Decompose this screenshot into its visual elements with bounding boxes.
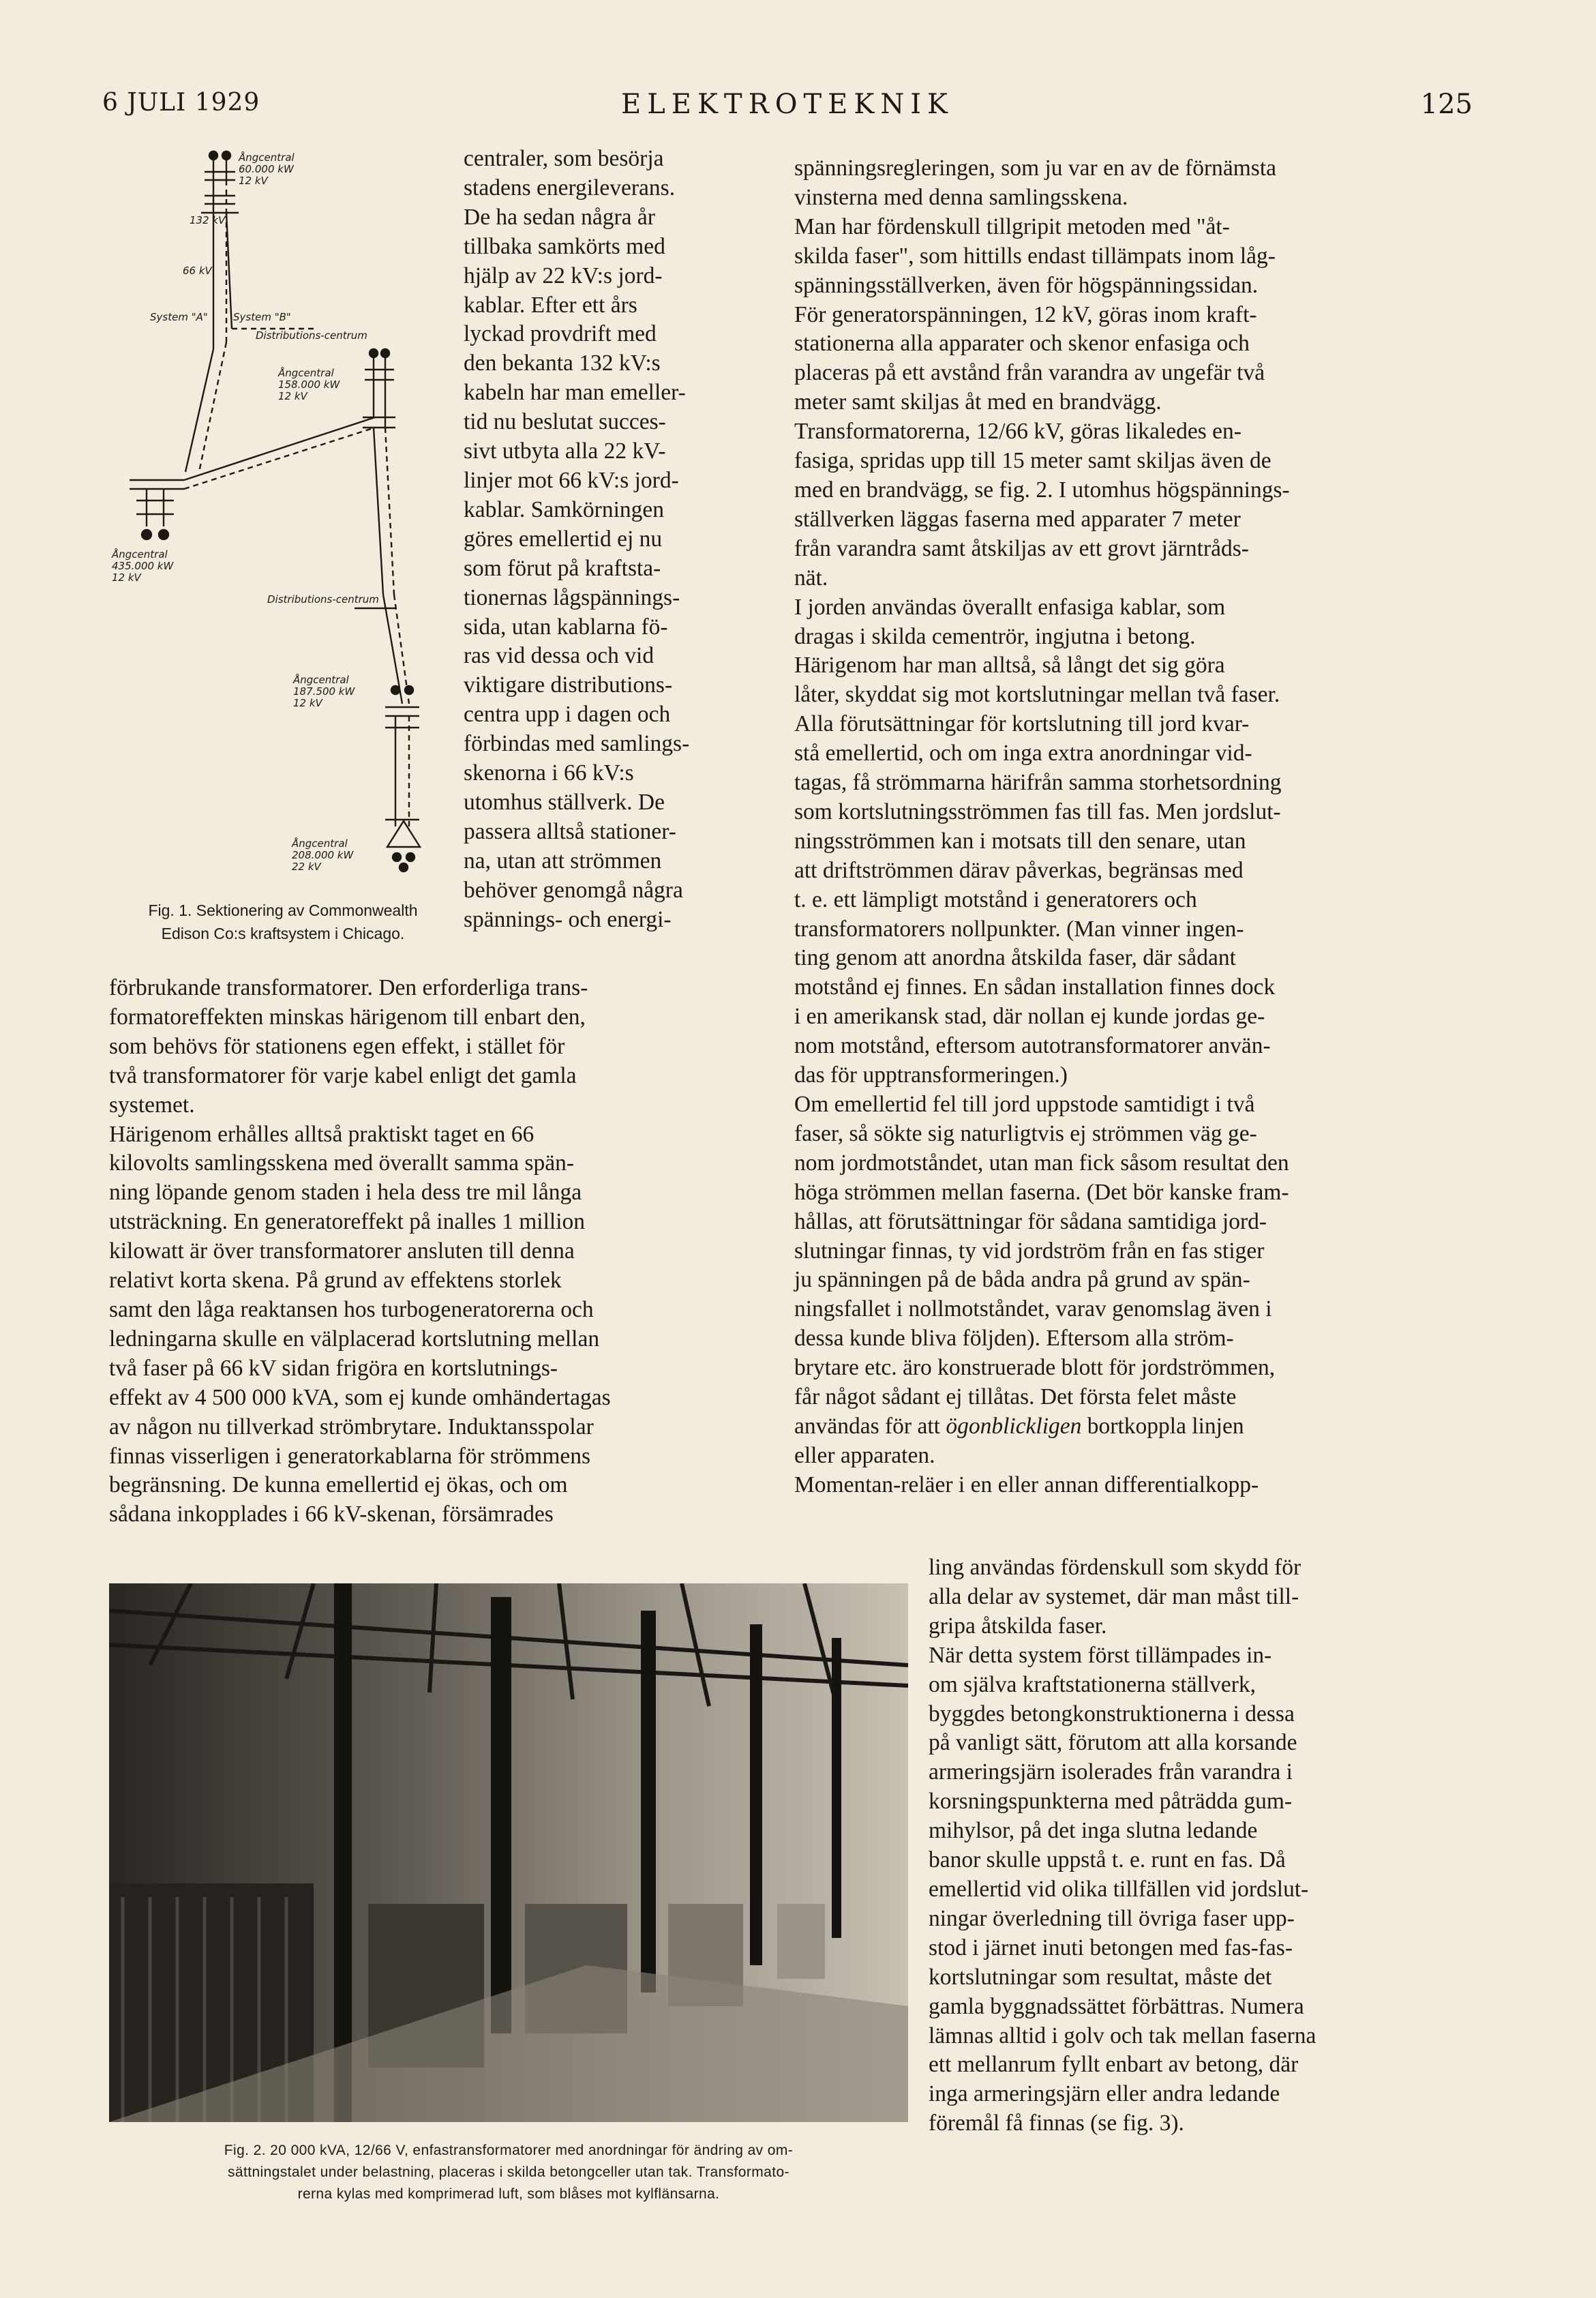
- issue-date: 6 JULI 1929: [102, 89, 260, 117]
- label-system-b: System "B": [233, 311, 291, 323]
- label-distribution-top: Distributions-centrum: [256, 329, 367, 342]
- left-column-text: förbrukande transformatorer. Den erforderliga trans- formatoreffekten minskas härigenom till enbart den, som behövs för stationens egen effekt, i stället för två transformatorer för varje kabel enligt det gamla systemet. Härigenom erhålles alltså praktiskt taget en 66 kilovolts samlingsskena med överallt samma spän- ning löpande genom staden i hela dess tre mil långa utsträckning. En generatoreffekt på inalles 1 million kilowatt är över transformatorer ansluten till denna relativt korta skena. På grund av effektens storlek samt den låga reaktansen hos turbogeneratorerna och ledningarna skulle en välplacerad kortslutning mellan två faser på 66 kV sidan frigöra en kortslutnings- effekt av 4 500 000 kVA, som ej kunde omhändertagas av någon nu tillverkad strömbrytare. Induktansspolar finnas visserligen i generatorkablarna för strömmens begränsning. De kunna emellertid ej ökas, och om sådana inkopplades i 66 kV-skenan, försämrades: [109, 975, 611, 1527]
- label-132kv: 132 kV: [190, 214, 226, 226]
- label-station-bottom: Ångcentral 208.000 kW 22 kV: [292, 837, 354, 873]
- journal-title: ELEKTROTEKNIK: [621, 89, 954, 120]
- label-66kv: 66 kV: [183, 265, 212, 277]
- label-system-a: System "A": [150, 311, 208, 323]
- label-distribution-mid: Distributions-centrum: [267, 593, 379, 606]
- figure-1-caption: Fig. 1. Sektionering av Commonwealth Edison Co:s kraftsystem i Chicago.: [148, 901, 418, 942]
- page-number: 125: [1420, 89, 1473, 120]
- figure-2-caption: Fig. 2. 20 000 kVA, 12/66 V, enfastransformatorer med anordningar för ändring av om- sättningstalet under belastning, placeras i skilda betongceller utan tak. Transformato- rerna kylas med komprimerad luft, som blåses mot kylflänsarna.: [224, 2143, 794, 2202]
- transformer-hall-photo: [109, 1583, 908, 2122]
- right-column-part-b: bortkoppla linjen eller apparaten. Momentan-reläer i en eller annan differentialkopp-: [794, 1413, 1259, 1497]
- right-column-text: [794, 154, 1445, 1500]
- middle-column-text: centraler, som besörja stadens energileverans. De ha sedan några år tillbaka samkörts med hjälp av 22 kV:s jord- kablar. Efter ett års lyckad provdrift med den bekanta 132 kV:s kabeln har man emeller- tid nu beslutat succes- sivt utbyta alla 22 kV- linjer mot 66 kV:s jord- kablar. Samkörningen göres emellertid ej nu som förut på kraftsta- tionernas lågspännings- sida, utan kablarna fö- ras vid dessa och vid viktigare distributions- centra upp i dagen och förbindas med samlings- skenorna i 66 kV:s utomhus ställverk. De passera alltså stationer- na, utan att strömmen behöver genomgå några spännings- och energi-: [464, 146, 690, 932]
- right-column-part-a: spänningsregleringen, som ju var en av de förnämsta vinsterna med denna samlingsskena. Man har fördenskull tillgripit metoden med "åt- skilda faser", som hittills endast tillämpats inom låg- spänningsställverken, även för högspänningssidan. För generatorspänningen, 12 kV, göras inom kraft- stationerna alla apparater och skenor enfasiga och placeras på ett avstånd från varandra av ungefär två meter samt skiljas åt med en brandvägg. Transformatorerna, 12/66 kV, göras likaledes en- fasiga, spridas upp till 15 meter samt skiljas även de med en brandvägg, se fig. 2. I utomhus högspännings- ställverken läggas faserna med apparater 7 meter från varandra samt åtskiljas av ett grovt järntråds- nät. I jorden användas överallt enfasiga kablar, som dragas i skilda cementrör, ingjutna i betong. Härigenom har man alltså, så långt det sig göra låter, skyddat sig mot kortslutningar mellan två faser. Alla förutsättningar för kortslutning till jord kvar- stå emellertid, och om inga extra anordningar vid- tagas, få strömmarna härifrån samma storhetsordning som kortslutningsströmmen fas till fas. Men jordslut- ningsströmmen kan i motsats till den senare, utan att driftströmmen därav påverkas, begränsas med t. e. ett lämpligt motstånd i generatorers och transformatorers nollpunkter. (Man vinner ingen- ting genom att anordna åtskilda faser, där sådant motstånd ej finnes. En sådan installation finnes dock i en amerikansk stad, där nollan ej kunde jordas ge- nom motstånd, eftersom autotransformatorer använ- das för upptransformeringen.) Om emellertid fel till jord uppstode samtidigt i två faser, så sökte sig naturligtvis ej strömmen väg ge- nom jordmotståndet, utan man fick såsom resultat den höga strömmen mellan faserna. (Det bör kanske fram- hållas, att förutsättningar för sådana samtidiga jord- slutningar finnas, ty vid jordström från en fas stiger ju spänningen på de båda andra på grund av spän- ningsfallet i nollmotståndet, varav genomslag även i dessa kunde bliva följden). Eftersom alla ström- brytare etc. äro konstruerade blott för jordströmmen, får något sådant ej tillåtas. Det första felet måste användas för att: [794, 155, 1290, 1439]
- label-station-top: Ångcentral 60.000 kW 12 kV: [239, 151, 295, 187]
- right-column-continuation: ling användas fördenskull som skydd för alla delar av systemet, där man måst till- gripa åtskilda faser. När detta system först tillämpades in- om själva kraftstationerna ställverk, byggdes betongkonstruktionerna i dessa på vanligt sätt, förutom att alla korsande armeringsjärn isolerades från varandra i korsningspunkterna med påträdda gum- mihylsor, på det inga slutna ledande banor skulle uppstå t. e. runt en fas. Då emellertid vid olika tillfällen vid jordslut- ningar överledning till övriga faser upp- stod i järnet inuti betongen med fas-fas- kortslutningar som resultat, måste det gamla byggnadssättet förbättras. Numera lämnas alltid i golv och tak mellan faserna ett mellanrum fyllt enbart av betong, där inga armeringsjärn eller andra ledande föremål få finnas (se fig. 3).: [929, 1555, 1316, 2136]
- label-station-left: Ångcentral 435.000 kW 12 kV: [112, 548, 174, 584]
- page-header: [102, 89, 1473, 130]
- figure-1-diagram: [109, 145, 450, 901]
- label-station-3: Ångcentral 187.500 kW 12 kV: [293, 674, 355, 709]
- power-system-schematic: [109, 145, 450, 901]
- label-station-2: Ångcentral 158.000 kW 12 kV: [278, 367, 340, 402]
- figure-2-photograph: [109, 1583, 908, 2122]
- emphasis-word: ögonblickligen: [946, 1413, 1082, 1439]
